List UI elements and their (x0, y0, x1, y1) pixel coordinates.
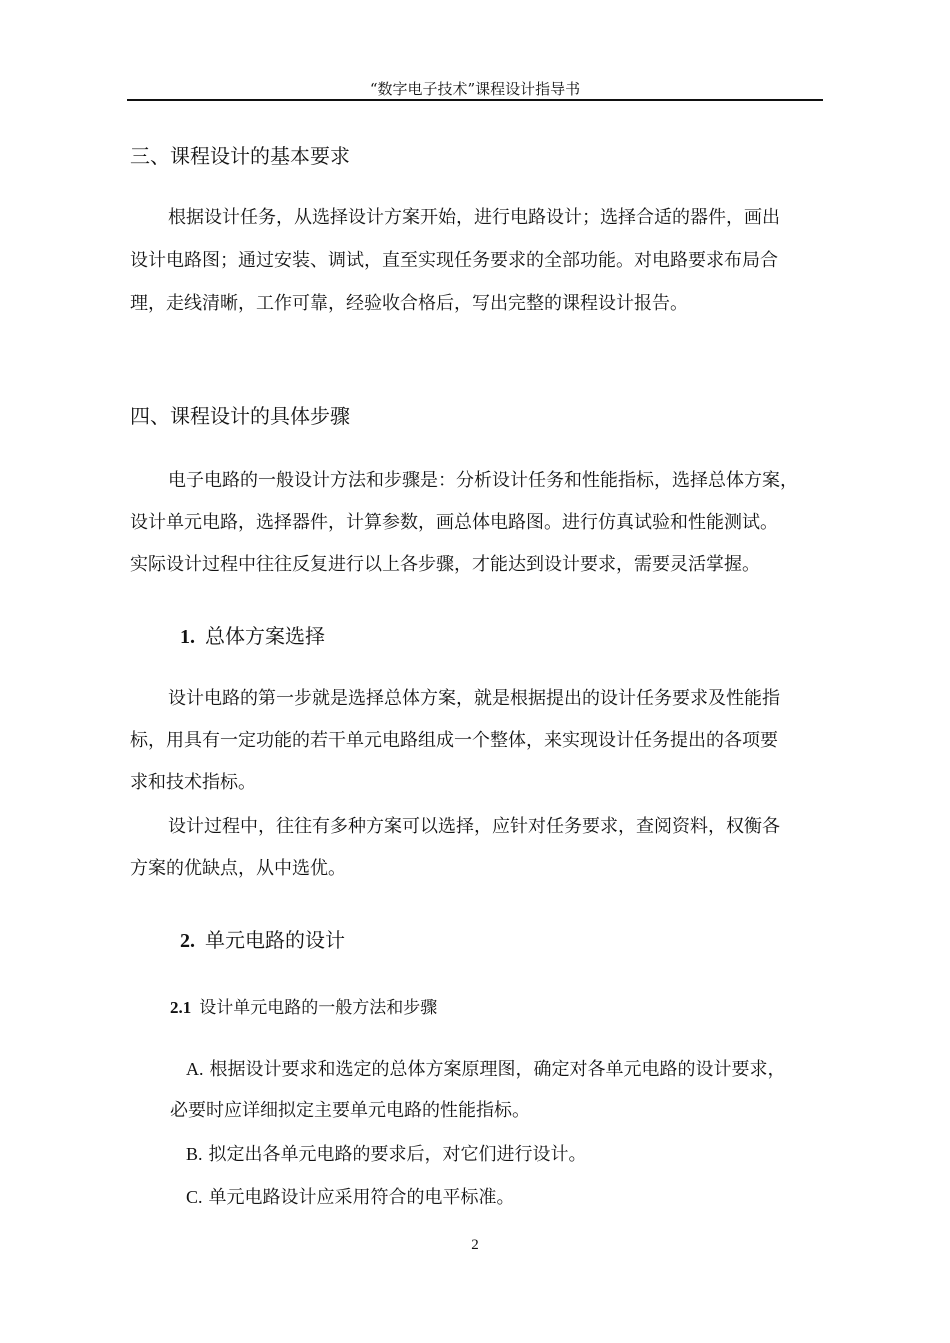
list-item-marker: C. (186, 1187, 203, 1207)
subsection-1-number: 1. (180, 626, 195, 648)
list-item-c (186, 1184, 515, 1211)
subsection-1-paragraph-line: 求和技术指标。 (130, 772, 256, 793)
subsection-2-title: 单元电路的设计 (205, 928, 345, 952)
section-4-heading: 四、课程设计的具体步骤 (130, 404, 350, 428)
subsection-2-number: 2. (180, 930, 195, 952)
section-3-heading: 三、课程设计的基本要求 (130, 144, 350, 168)
subsection-1-paragraph-line: 标，用具有一定功能的若干单元电路组成一个整体，来实现设计任务提出的各项要 (130, 730, 778, 751)
section-3-paragraph-line: 根据设计任务，从选择设计方案开始，进行电路设计；选择合适的器件，画出 (168, 207, 780, 228)
list-item-b (186, 1141, 587, 1168)
subsection-2-1-title: 设计单元电路的一般方法和步骤 (199, 998, 438, 1018)
subsection-1-paragraph-line: 方案的优缺点，从中选优。 (130, 858, 346, 879)
running-header-title: “数字电子技术”课程设计指导书 (369, 80, 581, 98)
section-4-paragraph-line: 电子电路的一般设计方法和步骤是：分析设计任务和性能指标，选择总体方案， (168, 470, 798, 491)
header-divider (127, 99, 823, 101)
list-item-text: 根据设计要求和选定的总体方案原理图，确定对各单元电路的设计要求， (209, 1059, 786, 1080)
list-item-marker: B. (186, 1144, 203, 1164)
subsection-1-paragraph-line: 设计过程中，往往有多种方案可以选择，应针对任务要求，查阅资料，权衡各 (168, 816, 780, 837)
page-number: 2 (471, 1237, 479, 1253)
subsection-2-1-heading (170, 996, 437, 1020)
subsection-1-heading (180, 622, 325, 651)
list-item-marker: A. (186, 1059, 204, 1079)
subsection-2-1-number: 2.1 (170, 998, 192, 1017)
list-item-a (186, 1056, 786, 1083)
section-4-paragraph-line: 实际设计过程中往往反复进行以上各步骤，才能达到设计要求，需要灵活掌握。 (130, 554, 760, 575)
subsection-1-paragraph-line: 设计电路的第一步就是选择总体方案，就是根据提出的设计任务要求及性能指 (168, 688, 780, 709)
list-item-text: 拟定出各单元电路的要求后，对它们进行设计。 (208, 1144, 587, 1165)
subsection-2-heading (180, 926, 345, 955)
section-4-paragraph-line: 设计单元电路，选择器件，计算参数，画总体电路图。进行仿真试验和性能测试。 (130, 512, 778, 533)
section-3-paragraph-line: 理，走线清晰，工作可靠，经验收合格后，写出完整的课程设计报告。 (130, 293, 688, 314)
list-item-a-continuation: 必要时应详细拟定主要单元电路的性能指标。 (170, 1100, 530, 1121)
subsection-1-title: 总体方案选择 (205, 624, 325, 648)
list-item-text: 单元电路设计应采用符合的电平标准。 (208, 1187, 515, 1208)
section-3-paragraph-line: 设计电路图；通过安装、调试，直至实现任务要求的全部功能。对电路要求布局合 (130, 250, 778, 271)
